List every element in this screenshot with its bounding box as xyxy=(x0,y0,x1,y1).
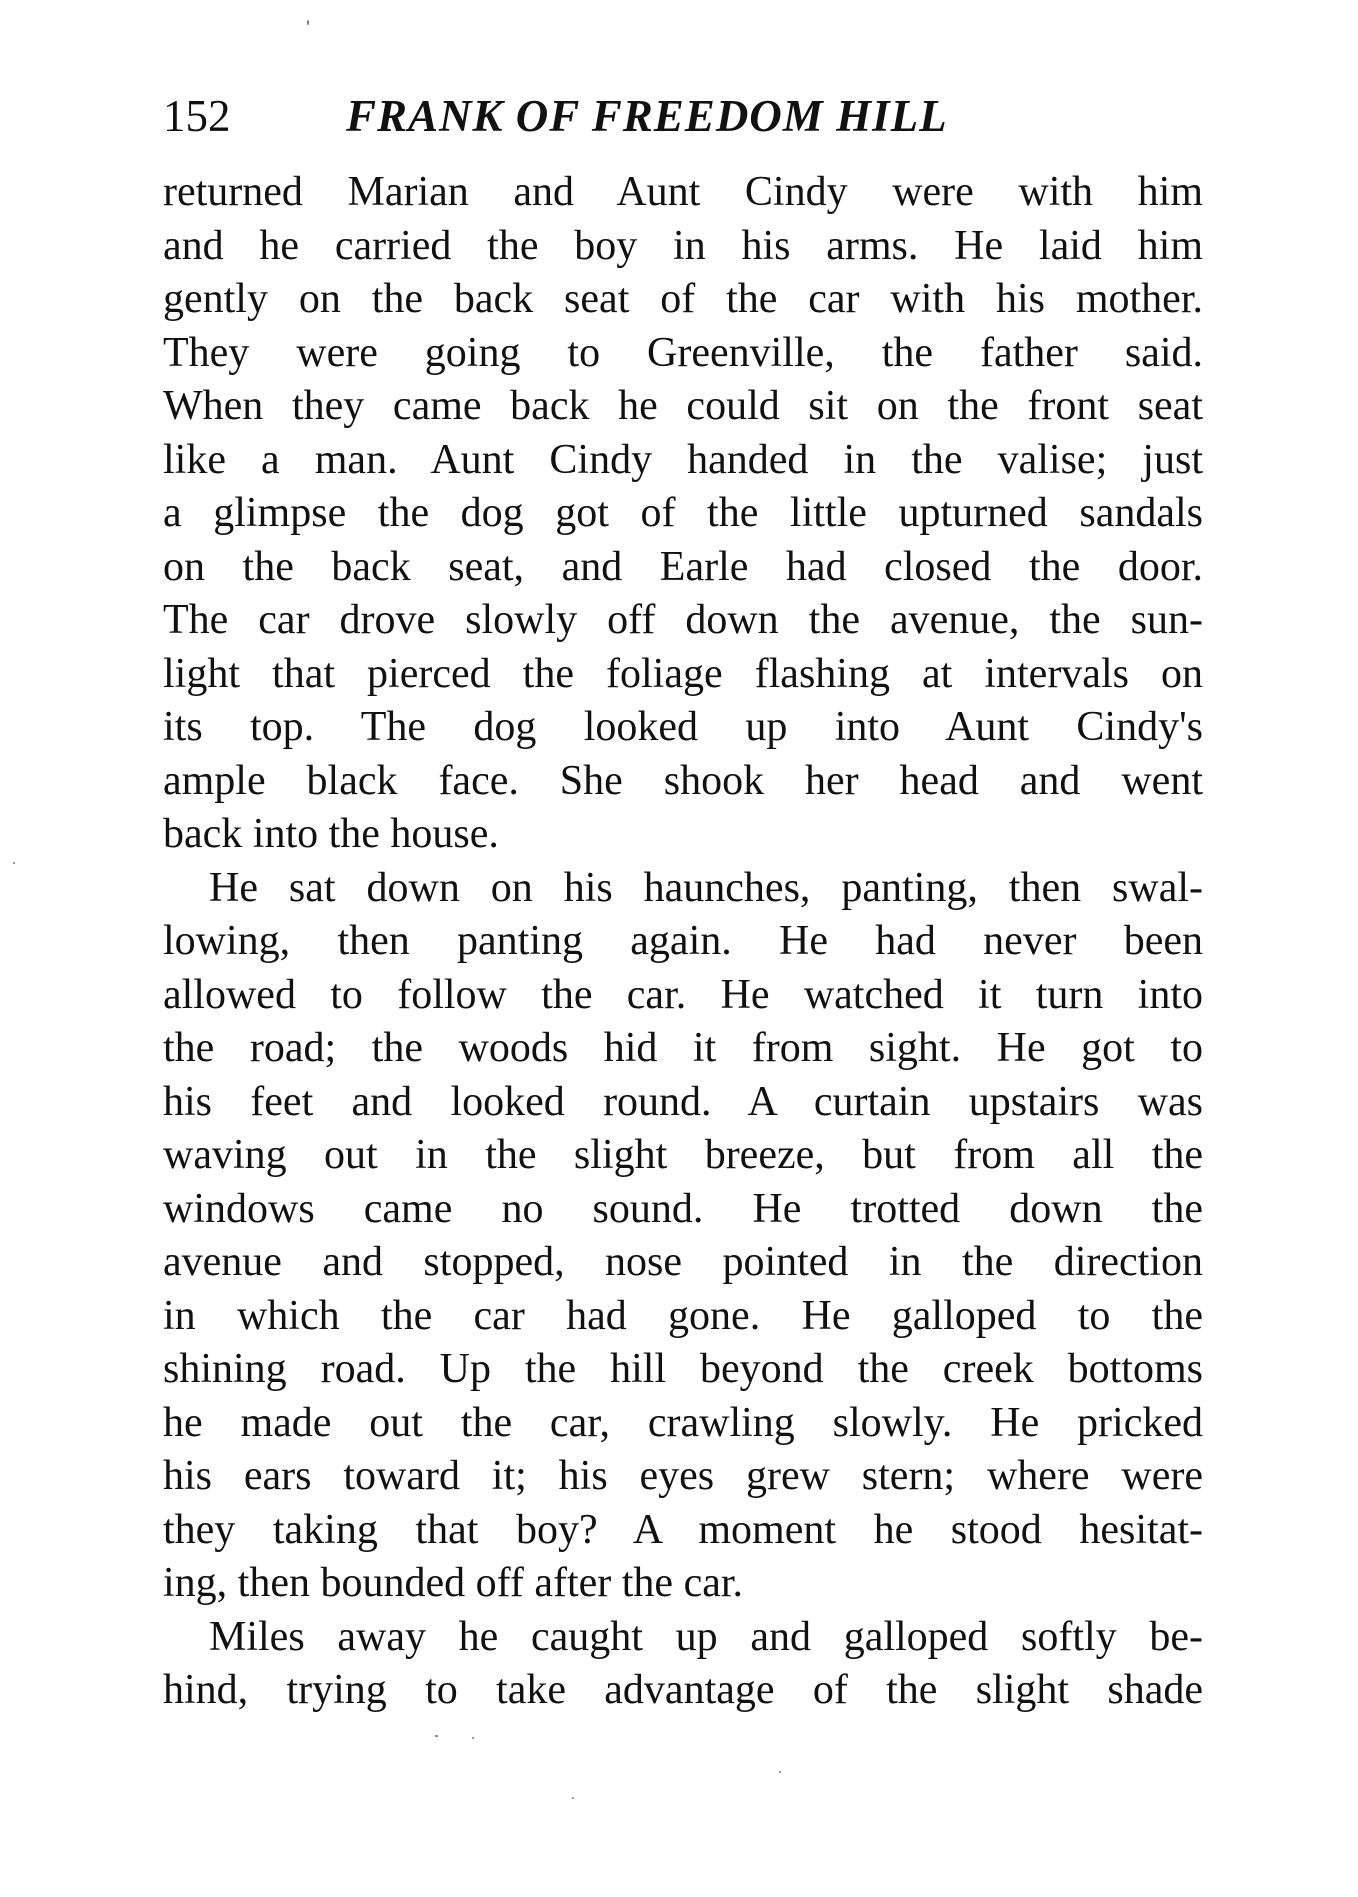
text-line: They were going to Greenville, the father said. xyxy=(163,329,1203,376)
text-line: back into the house. xyxy=(163,811,499,857)
text-line: When they came back he could sit on the front seat xyxy=(163,383,1203,429)
text-line: the road; the woods hid it from sight. He got to xyxy=(163,1025,1203,1071)
text-line: ample black face. She shook her head and went xyxy=(163,757,1203,804)
scan-speck xyxy=(307,20,309,25)
text-line: in which the car had gone. He galloped to the xyxy=(163,1292,1203,1339)
text-line: The car drove slowly off down the avenue, the sun- xyxy=(163,597,1203,643)
text-line: they taking that boy? A moment he stood hesitat- xyxy=(163,1506,1203,1553)
scan-speck xyxy=(13,862,15,864)
text-line: Miles away he caught up and galloped softly be- xyxy=(209,1613,1203,1660)
scan-speck xyxy=(779,1771,781,1773)
body-text xyxy=(163,166,1203,1718)
text-line: gently on the back seat of the car with his mother. xyxy=(163,276,1203,322)
text-line: he made out the car, crawling slowly. He pricked xyxy=(163,1399,1203,1446)
text-line: his ears toward it; his eyes grew stern; where were xyxy=(163,1453,1203,1499)
text-line: light that pierced the foliage flashing at intervals on xyxy=(163,650,1203,697)
book-title: FRANK OF FREEDOM HILL xyxy=(346,91,948,141)
text-line: He sat down on his haunches, panting, then swal- xyxy=(209,864,1203,911)
scan-speck xyxy=(472,1737,474,1739)
text-line: his feet and looked round. A curtain upstairs was xyxy=(163,1078,1203,1125)
scan-speck xyxy=(572,1797,574,1799)
text-line: returned Marian and Aunt Cindy were with him xyxy=(163,169,1203,215)
scan-speck xyxy=(435,1735,438,1737)
text-line: allowed to follow the car. He watched it turn into xyxy=(163,971,1203,1018)
text-line: lowing, then panting again. He had never been xyxy=(163,918,1203,964)
page-number: 152 xyxy=(163,91,231,141)
text-line: its top. The dog looked up into Aunt Cindy's xyxy=(163,704,1203,750)
text-line: hind, trying to take advantage of the slight shade xyxy=(163,1667,1203,1713)
running-head xyxy=(163,86,1203,146)
text-line: avenue and stopped, nose pointed in the direction xyxy=(163,1239,1203,1285)
text-line: ing, then bounded off after the car. xyxy=(163,1560,744,1606)
text-line: like a man. Aunt Cindy handed in the valise; just xyxy=(163,436,1203,483)
text-line: waving out in the slight breeze, but from all the xyxy=(163,1132,1203,1178)
text-line: a glimpse the dog got of the little upturned sandals xyxy=(163,490,1203,536)
text-line: shining road. Up the hill beyond the creek bottoms xyxy=(163,1346,1203,1392)
text-line: windows came no sound. He trotted down the xyxy=(163,1185,1203,1232)
text-line: on the back seat, and Earle had closed the door. xyxy=(163,543,1203,590)
text-line: and he carried the boy in his arms. He laid him xyxy=(163,222,1203,269)
